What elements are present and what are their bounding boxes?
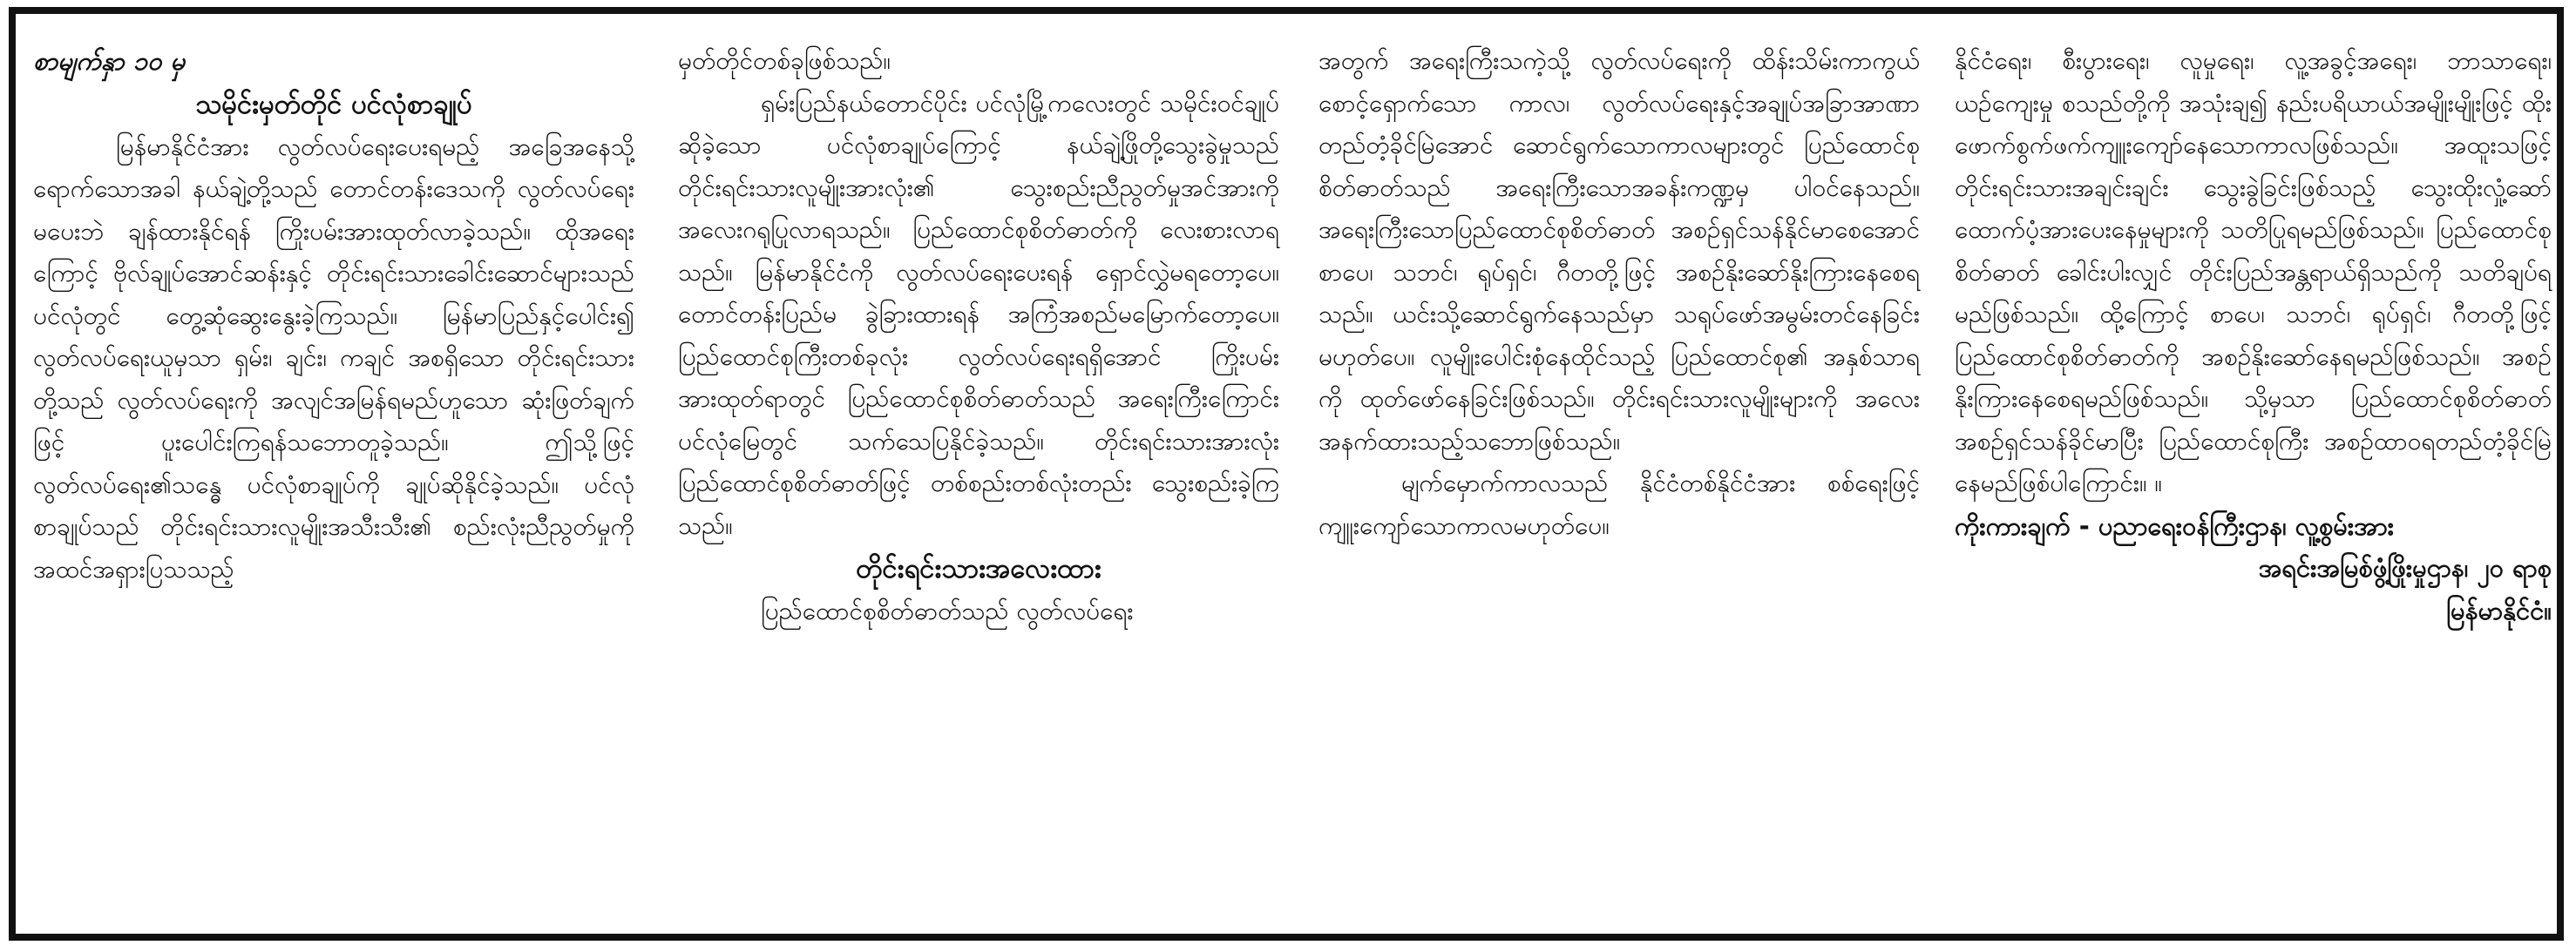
article-column-4 [1955, 40, 2552, 920]
paragraph-continuation: အတွက် အရေးကြီးသကဲ့သို့ လွတ်လပ်ရေးကို ထိန်းသိမ်းကာကွယ်စောင့်ရှောက်သော ကာလ၊ လွတ်လပ်ရေးနှင့်အချုပ်အခြာအာဏာ တည်တံ့ခိုင်မြဲအောင် ဆောင်ရွက်သောကာလများတွင် ပြည်ထောင်စုစိတ်ဓာတ်သည် အရေးကြီးသောအခန်းကဏ္ဍမှ ပါဝင်နေသည်။ အရေးကြီးသောပြည်ထောင်စုစိတ်ဓာတ် အစဉ်ရှင်သန်နိုင်မာစေအောင် စာပေ၊ သဘင်၊ ရုပ်ရှင်၊ ဂီတတို့ဖြင့် အစဉ်နိုးဆော်နိုးကြားနေစေရသည်။ ယင်းသို့ဆောင်ရွက်နေသည်မှာ သရုပ်ဖော်အမွမ်းတင်နေခြင်းမဟုတ်ပေ။ လူမျိုးပေါင်းစုံနေထိုင်သည့် ပြည်ထောင်စု၏ အနှစ်သာရကို ထုတ်ဖော်နေခြင်းဖြစ်သည်။ တိုင်းရင်းသားလူမျိုးများကို အလေးအနက်ထားသည့်သဘောဖြစ်သည်။ [1319, 46, 1920, 456]
paragraph: မျက်မှောက်ကာလသည် နိုင်ငံတစ်နိုင်ငံအား စစ်ရေးဖြင့် ကျူးကျော်သောကာလမဟုတ်ပေ။ [1319, 469, 1920, 540]
section-subheading: တိုင်းရင်းသားအလေးထား [856, 553, 1102, 584]
article-title: သမိုင်းမှတ်တိုင် ပင်လုံစာချုပ် [195, 88, 472, 120]
paragraph-continuation: မှတ်တိုင်တစ်ခုဖြစ်သည်။ [678, 46, 891, 75]
paragraph: ရှမ်းပြည်နယ်တောင်ပိုင်း ပင်လုံမြို့ကလေးတွင် သမိုင်းဝင်ချုပ်ဆိုခဲ့သော ပင်လုံစာချုပ်ကြောင့် နယ်ချဲ့ဖြိုတို့သွေးခွဲမှုသည် တိုင်းရင်းသားလူမျိုးအားလုံး၏ သွေးစည်းညီညွတ်မှုအင်အားကို အလေးဂရုပြုလာရသည်။ ပြည်ထောင်စုစိတ်ဓာတ်ကို လေးစားလာရသည်။ မြန်မာနိုင်ငံကို လွတ်လပ်ရေးပေးရန် ရှောင်လွှဲမရတော့ပေ။ တောင်တန်းပြည်မ ခွဲခြားထားရန် အကြံအစည်မမြောက်တော့ပေ။ ပြည်ထောင်စုကြီးတစ်ခုလုံး လွတ်လပ်ရေးရရှိအောင် ကြိုးပမ်းအားထုတ်ရာတွင် ပြည်ထောင်စုစိတ်ဓာတ်သည် အရေးကြီးကြောင်း ပင်လုံမြေတွင် သက်သေပြနိုင်ခဲ့သည်။ တိုင်းရင်းသားအားလုံး ပြည်ထောင်စုစိတ်ဓာတ်ဖြင့် တစ်စည်းတစ်လုံးတည်း သွေးစည်းခဲ့ကြသည်။ [678, 88, 1279, 540]
article-frame [9, 7, 2564, 941]
article-column-3 [1319, 40, 1920, 920]
paragraph-continuation: နိုင်ငံရေး၊ စီးပွားရေး၊ လူမှုရေး၊ လူ့အခွင့်အရေး၊ ဘာသာရေး၊ ယဉ်ကျေးမှု စသည်တို့ကို အသုံးချ၍ နည်းပရိယာယ်အမျိုးမျိုးဖြင့် ထိုးဖောက်စွက်ဖက်ကျူးကျော်နေသောကာလဖြစ်သည်။ အထူးသဖြင့် တိုင်းရင်းသားအချင်းချင်း သွေးခွဲခြင်းဖြစ်သည့် သွေးထိုးလှုံ့ဆော် ထောက်ပံ့အားပေးနေမှုများကို သတိပြုရမည်ဖြစ်သည်။ ပြည်ထောင်စုစိတ်ဓာတ် ခေါင်းပါးလျှင် တိုင်းပြည်အန္တရာယ်ရှိသည်ကို သတိချပ်ရမည်ဖြစ်သည်။ ထို့ကြောင့် စာပေ၊ သဘင်၊ ရုပ်ရှင်၊ ဂီတတို့ဖြင့် ပြည်ထောင်စုစိတ်ဓာတ်ကို အစဉ်နိုးဆော်နေရမည်ဖြစ်သည်။ အစဉ်နိုးကြားနေစေရမည်ဖြစ်သည်။ သို့မှသာ ပြည်ထောင်စုစိတ်ဓာတ် အစဉ်ရှင်သန်ခိုင်မာပြီး ပြည်ထောင်စုကြီး အစဉ်ထာဝရတည်တံ့ခိုင်မြဲနေမည်ဖြစ်ပါကြောင်း။ ။ [1955, 46, 2552, 497]
article-column-1 [33, 40, 634, 920]
continued-from-label: စာမျက်နှာ ၁၀ မှ [33, 46, 186, 76]
reference-credit [1955, 505, 2552, 632]
article-column-2 [678, 40, 1279, 920]
paragraph: ပြည်ထောင်စုစိတ်ဓာတ်သည် လွတ်လပ်ရေး [761, 597, 1134, 625]
reference-credit-line: အရင်းအမြစ်ဖွံ့ဖြိုးမှုဌာန၊ ၂၀ ရာစု [2258, 553, 2552, 583]
reference-credit-line: ကိုးကားချက် - ပညာရေးဝန်ကြီးဌာန၊ လူ့စွမ်းအား [1955, 510, 2395, 541]
paragraph: မြန်မာနိုင်ငံအား လွတ်လပ်ရေးပေးရမည့် အခြေအနေသို့ရောက်သောအခါ နယ်ချဲ့တို့သည် တောင်တန်းဒေသကို လွတ်လပ်ရေးမပေးဘဲ ချန်ထားနိုင်ရန် ကြိုးပမ်းအားထုတ်လာခဲ့သည်။ ထိုအရေးကြောင့် ဗိုလ်ချုပ်အောင်ဆန်းနှင့် တိုင်းရင်းသားခေါင်းဆောင်များသည် ပင်လုံတွင် တွေ့ဆုံဆွေးနွေးခဲ့ကြသည်။ မြန်မာပြည်နှင့်ပေါင်း၍ လွတ်လပ်ရေးယူမှသာ ရှမ်း၊ ချင်း၊ ကချင် အစရှိသော တိုင်းရင်းသားတို့သည် လွတ်လပ်ရေးကို အလျင်အမြန်ရမည်ဟူသော ဆုံးဖြတ်ချက်ဖြင့် ပူးပေါင်းကြရန်သဘောတူခဲ့သည်။ ဤသို့ဖြင့် လွတ်လပ်ရေး၏သန္ဓေ ပင်လုံစာချုပ်ကို ချုပ်ဆိုနိုင်ခဲ့သည်။ ပင်လုံစာချုပ်သည် တိုင်းရင်းသားလူမျိုးအသီးသီး၏ စည်းလုံးညီညွတ်မှုကို အထင်အရှားပြသသည့် [33, 132, 634, 584]
reference-credit-line: မြန်မာနိုင်ငံ။ [2446, 595, 2552, 625]
